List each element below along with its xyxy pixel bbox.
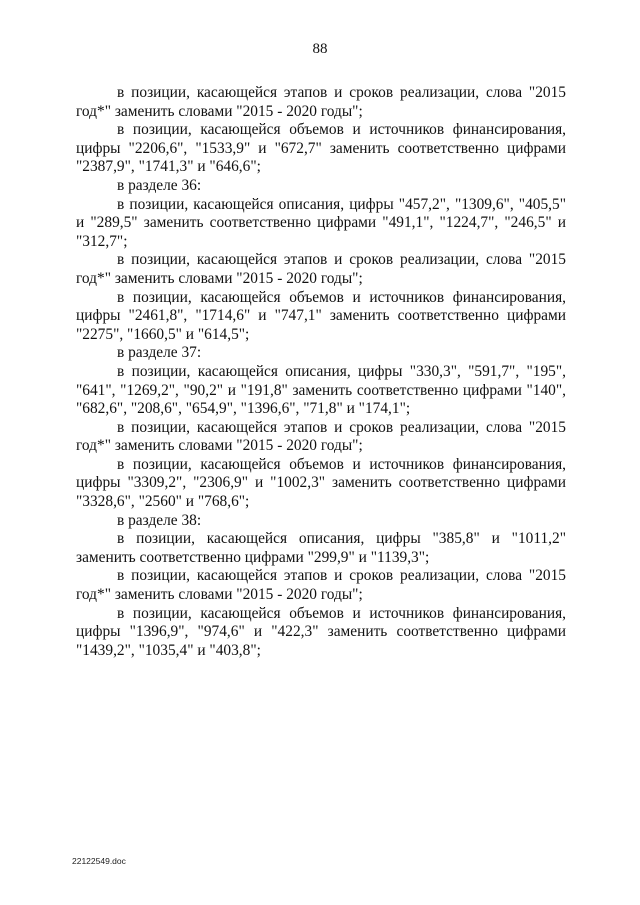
paragraph-financing: в позиции, касающейся объемов и источников финансирования, цифры "2206,6", "1533,9" и "672,7" заменить соответственно цифрами "2387,9", "1741,3" и "646,6"; — [76, 121, 566, 176]
section-heading-36: в разделе 36: — [117, 176, 202, 194]
document-body — [76, 84, 566, 660]
paragraph-financing: в позиции, касающейся объемов и источников финансирования, цифры "2461,8", "1714,6" и "747,1" заменить соответственно цифрами "2275", "1660,5" и "614,5"; — [76, 288, 566, 343]
section-heading-38: в разделе 38: — [117, 511, 202, 529]
page-number: 88 — [312, 41, 328, 57]
paragraph-stages-dates: в позиции, касающейся этапов и сроков реализации, слова "2015 год*" заменить словами "2015 - 2020 годы"; — [76, 567, 566, 604]
paragraph-description: в позиции, касающейся описания, цифры "330,3", "591,7", "195", "641", "1269,2", "90,2" и "191,8" заменить соответственно цифрами "140", "682,6", "208,6", "654,9", "1396,6", "71,8" и "174,1"; — [76, 362, 566, 418]
paragraph-stages-dates: в позиции, касающейся этапов и сроков реализации, слова "2015 год*" заменить словами "2015 - 2020 годы"; — [76, 251, 566, 287]
paragraph-stages-dates: в позиции, касающейся этапов и сроков реализации, слова "2015 год*" заменить словами "2015 - 2020 годы"; — [76, 418, 566, 455]
paragraph-financing: в позиции, касающейся объемов и источников финансирования, цифры "1396,9", "974,6" и "422,3" заменить соответственно цифрами "1439,2", "1035,4" и "403,8"; — [76, 604, 566, 659]
footer-filename: 22122549.doc — [72, 856, 126, 866]
paragraph-financing: в позиции, касающейся объемов и источников финансирования, цифры "3309,2", "2306,9" и "1002,3" заменить соответственно цифрами "3328,6", "2560" и "768,6"; — [76, 455, 566, 511]
paragraph-description: в позиции, касающейся описания, цифры "457,2", "1309,6", "405,5" и "289,5" заменить соответственно цифрами "491,1", "1224,7", "246,5" и "312,7"; — [76, 195, 566, 250]
section-heading-37: в разделе 37: — [117, 344, 202, 362]
paragraph-stages-dates: в позиции, касающейся этапов и сроков реализации, слова "2015 год*" заменить словами "2015 - 2020 годы"; — [76, 84, 566, 120]
paragraph-description: в позиции, касающейся описания, цифры "385,8" и "1011,2" заменить соответственно цифрами "299,9" и "1139,3"; — [76, 530, 566, 566]
